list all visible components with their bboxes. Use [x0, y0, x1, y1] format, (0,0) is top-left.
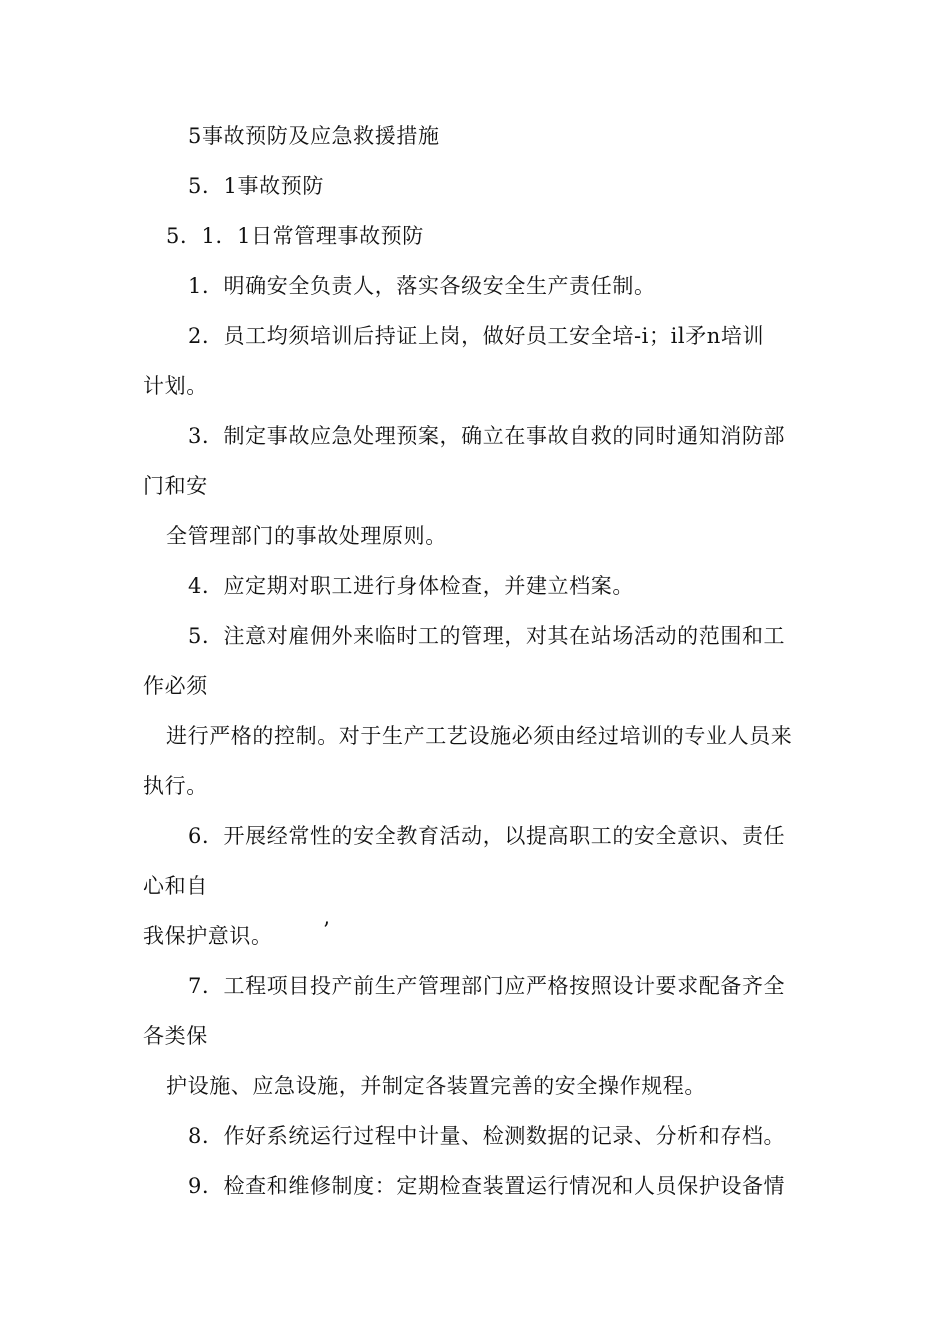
- paragraph-line: 8．作好系统运行过程中计量、检测数据的记录、分析和存档。: [188, 1124, 786, 1148]
- paragraph-line: 执行。: [143, 774, 208, 798]
- paragraph-line: 计划。: [143, 374, 208, 398]
- paragraph-line: 护设施、应急设施，并制定各装置完善的安全操作规程。: [166, 1074, 706, 1098]
- paragraph-line: 4．应定期对职工进行身体检查，并建立档案。: [188, 574, 634, 598]
- stray-mark: ’: [323, 918, 331, 942]
- paragraph-line: 5．注意对雇佣外来临时工的管理，对其在站场活动的范围和工: [188, 624, 786, 648]
- paragraph-line: 心和自: [143, 874, 208, 898]
- paragraph-line: 各类保: [143, 1024, 208, 1048]
- section-heading: 5事故预防及应急救援措施: [188, 124, 440, 148]
- paragraph-line: 2．员工均须培训后持证上岗，做好员工安全培-i；il矛n培训: [188, 324, 765, 348]
- paragraph-line: 9．检查和维修制度：定期检查装置运行情况和人员保护设备情: [188, 1174, 786, 1198]
- subsubsection-heading: 5．1．1日常管理事故预防: [166, 224, 424, 248]
- paragraph-line: 作必须: [143, 674, 208, 698]
- paragraph-line: 3．制定事故应急处理预案，确立在事故自救的同时通知消防部: [188, 424, 786, 448]
- paragraph-line: 6．开展经常性的安全教育活动，以提高职工的安全意识、责任: [188, 824, 786, 848]
- paragraph-line: 7．工程项目投产前生产管理部门应严格按照设计要求配备齐全: [188, 974, 786, 998]
- subsection-heading: 5．1事故预防: [188, 174, 324, 198]
- paragraph-line: 我保护意识。: [143, 924, 273, 948]
- paragraph-line: 进行严格的控制。对于生产工艺设施必须由经过培训的专业人员来: [166, 724, 793, 748]
- paragraph-line: 全管理部门的事故处理原则。: [166, 524, 447, 548]
- paragraph-line: 门和安: [143, 474, 208, 498]
- paragraph-line: 1．明确安全负责人，落实各级安全生产责任制。: [188, 274, 656, 298]
